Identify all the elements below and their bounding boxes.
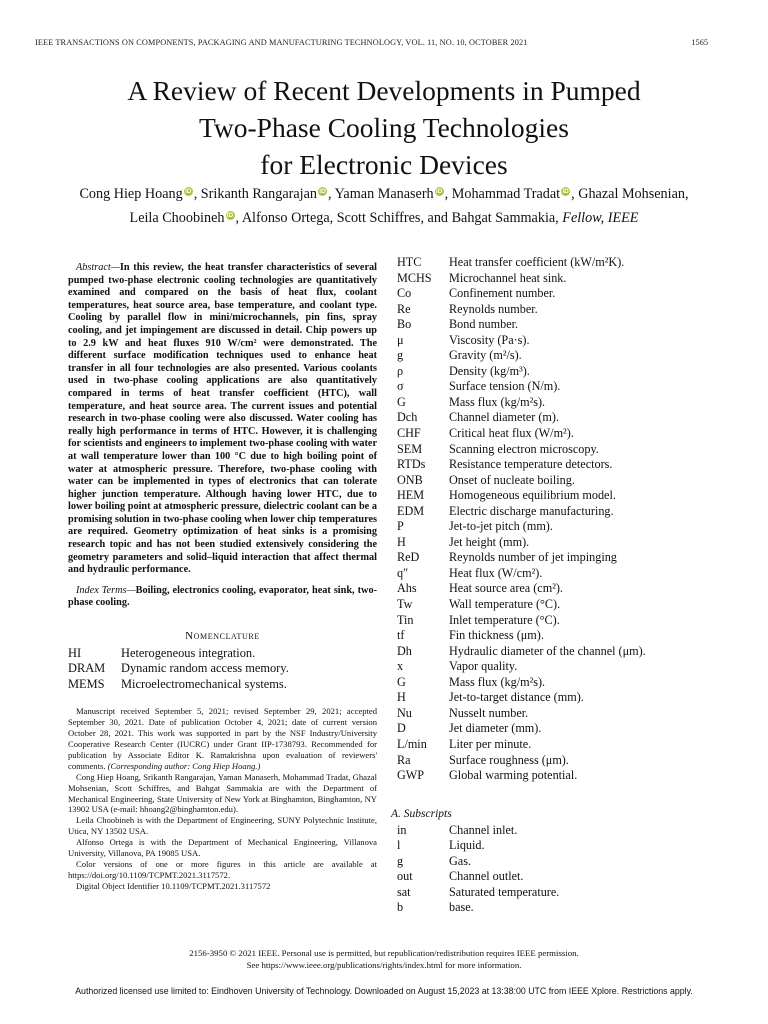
nomenclature-row — [397, 255, 717, 271]
author-separator: , — [444, 186, 452, 202]
right-nomenclature-list — [397, 255, 717, 784]
nomenclature-symbol: σ — [397, 379, 404, 394]
nomenclature-definition: Vapor quality. — [449, 659, 518, 674]
nomenclature-row — [397, 613, 717, 629]
nomenclature-row — [397, 519, 717, 535]
nomenclature-row — [397, 504, 717, 520]
nomenclature-row — [397, 317, 717, 333]
left-nomenclature-list — [68, 646, 377, 692]
nomenclature-definition: Liquid. — [449, 838, 485, 853]
nomenclature-definition: Jet-to-target distance (mm). — [449, 690, 584, 705]
nomenclature-definition: Channel inlet. — [449, 822, 518, 837]
nomenclature-row — [397, 302, 717, 318]
nomenclature-symbol: MEMS — [68, 676, 105, 691]
author-separator: , — [193, 186, 201, 202]
footnote-manuscript — [68, 706, 377, 771]
nomenclature-row — [397, 768, 717, 784]
nomenclature-definition: Channel outlet. — [449, 869, 524, 884]
nomenclature-row — [397, 628, 717, 644]
nomenclature-definition: Scanning electron microscopy. — [449, 441, 599, 456]
abstract — [68, 262, 377, 577]
nomenclature-definition: Mass flux (kg/m²s). — [449, 394, 546, 409]
nomenclature-symbol: SEM — [397, 441, 423, 456]
license-footer: Authorized licensed use limited to: Eindhoven University of Technology. Downloaded on August 15,2023 at 13:38:00 UTC from IEEE Xplore. Restrictions apply. — [75, 986, 693, 996]
nomenclature-symbol: ReD — [397, 550, 420, 565]
orcid-icon[interactable]: iD — [226, 212, 234, 219]
nomenclature-definition: Reynolds number of jet impinging — [449, 550, 617, 565]
author-line-1 — [40, 182, 728, 206]
right-column — [391, 255, 717, 916]
nomenclature-definition: Gas. — [449, 853, 472, 868]
abstract-lead: Abstract— — [76, 262, 120, 273]
author-name: Leila Choobineh — [129, 210, 225, 226]
nomenclature-row — [397, 869, 717, 885]
nomenclature-symbol: Dh — [397, 643, 412, 658]
nomenclature-symbol: tf — [397, 628, 405, 643]
nomenclature-definition: Onset of nucleate boiling. — [449, 472, 575, 487]
nomenclature-symbol: Ra — [397, 752, 411, 767]
author-line-2 — [40, 206, 728, 230]
nomenclature-row — [397, 675, 717, 691]
nomenclature-symbol: b — [397, 900, 404, 915]
nomenclature-symbol: DRAM — [68, 661, 106, 676]
nomenclature-definition: Confinement number. — [449, 286, 556, 301]
nomenclature-row — [397, 457, 717, 473]
nomenclature-symbol: sat — [397, 884, 411, 899]
nomenclature-definition: Reynolds number. — [449, 301, 538, 316]
nomenclature-definition: Density (kg/m³). — [449, 363, 530, 378]
nomenclature-symbol: Tw — [397, 597, 413, 612]
nomenclature-symbol: G — [397, 394, 406, 409]
nomenclature-symbol: Nu — [397, 705, 412, 720]
nomenclature-row — [397, 690, 717, 706]
index-terms-lead: Index Terms— — [76, 584, 136, 596]
nomenclature-symbol: Re — [397, 301, 411, 316]
nomenclature-row — [397, 581, 717, 597]
subscripts-heading: A. Subscripts — [391, 807, 452, 820]
index-terms — [68, 585, 377, 610]
nomenclature-heading: Nomenclature — [185, 630, 260, 643]
nomenclature-definition: Heat source area (cm²). — [449, 581, 563, 596]
nomenclature-row — [397, 706, 717, 722]
nomenclature-definition: Heat flux (W/cm²). — [449, 565, 543, 580]
nomenclature-definition: Heat transfer coefficient (kW/m²K). — [449, 255, 625, 269]
nomenclature-row — [397, 900, 717, 916]
nomenclature-row — [68, 646, 377, 661]
title-line: Two-Phase Cooling Technologies — [199, 112, 569, 143]
nomenclature-definition: Resistance temperature detectors. — [449, 457, 613, 472]
nomenclature-symbol: H — [397, 690, 406, 705]
nomenclature-symbol: Dch — [397, 410, 418, 425]
nomenclature-symbol: HTC — [397, 255, 422, 269]
nomenclature-definition: Mass flux (kg/m²s). — [449, 674, 546, 689]
nomenclature-row — [397, 737, 717, 753]
footnote-affiliation: Cong Hiep Hoang, Srikanth Rangarajan, Yaman Manaserh, Mohammad Tradat, Ghazal Mohsenian, Scott Schiffres, and Bahgat Sammakia are with the Department of Mechanical Engineering, State University of New York at Binghamton, Binghamton, NY 13902 USA (e-mail: hhoang2@binghamton.edu). — [68, 771, 377, 815]
nomenclature-definition: Inlet temperature (°C). — [449, 612, 560, 627]
fellow-title: Fellow, IEEE — [562, 210, 639, 226]
nomenclature-definition: Surface roughness (μm). — [449, 752, 569, 767]
footnote-affiliation: Alfonso Ortega is with the Department of Mechanical Engineering, Villanova University, Villanova, PA 19085 USA. — [68, 837, 377, 859]
nomenclature-row — [397, 854, 717, 870]
nomenclature-row — [397, 753, 717, 769]
orcid-icon[interactable]: iD — [319, 188, 326, 195]
nomenclature-symbol: MCHS — [397, 270, 432, 285]
nomenclature-row — [397, 885, 717, 901]
nomenclature-symbol: EDM — [397, 503, 425, 518]
nomenclature-definition: Fin thickness (μm). — [449, 628, 544, 643]
nomenclature-definition: Liter per minute. — [449, 736, 532, 751]
nomenclature-symbol: RTDs — [397, 457, 426, 472]
nomenclature-symbol: q″ — [397, 565, 409, 580]
nomenclature-definition: Jet diameter (mm). — [449, 721, 542, 736]
nomenclature-symbol: g — [397, 853, 404, 868]
nomenclature-definition: Jet height (mm). — [449, 534, 530, 549]
nomenclature-definition: Homogeneous equilibrium model. — [449, 488, 616, 503]
nomenclature-row — [397, 838, 717, 854]
nomenclature-row — [397, 410, 717, 426]
index-terms-text: Boiling, electronics cooling, evaporator, heat sink, two-phase cooling. — [68, 584, 377, 609]
nomenclature-row — [68, 661, 377, 676]
nomenclature-row — [68, 677, 377, 692]
nomenclature-row — [397, 333, 717, 349]
nomenclature-row — [397, 348, 717, 364]
nomenclature-definition: Surface tension (N/m). — [449, 379, 561, 394]
manuscript-text: Manuscript received September 5, 2021; revised September 29, 2021; accepted September 30, 2021. Date of publication October 4, 2021; date of current version October 28, 2021. This work was supported in part by the NSF Industry/University Cooperative Research Center (IUCRC) under Grant IIP-1738793. Recommended for publication by Associate Editor K. Ramakrishna upon evaluation of reviewers' comments. — [68, 706, 377, 771]
nomenclature-symbol: L/min — [397, 736, 427, 751]
nomenclature-definition: Global warming potential. — [449, 768, 578, 783]
left-column — [68, 262, 377, 892]
author-name: Ghazal Mohsenian, — [578, 186, 689, 202]
nomenclature-definition: Channel diameter (m). — [449, 410, 559, 425]
nomenclature-definition: Microchannel heat sink. — [449, 270, 567, 285]
nomenclature-row — [397, 488, 717, 504]
nomenclature-definition: Wall temperature (°C). — [449, 597, 561, 612]
nomenclature-definition: Critical heat flux (W/m²). — [449, 426, 574, 441]
copyright-line: 2156-3950 © 2021 IEEE. Personal use is permitted, but republication/redistribution requires IEEE permission. — [189, 948, 579, 958]
nomenclature-row — [397, 271, 717, 287]
copyright-notice — [40, 948, 728, 971]
nomenclature-row — [397, 644, 717, 660]
footnote-affiliation: Leila Choobineh is with the Department of Engineering, SUNY Polytechnic Institute, Utica, NY 13502 USA. — [68, 815, 377, 837]
nomenclature-symbol: ρ — [397, 363, 404, 378]
nomenclature-symbol: CHF — [397, 426, 421, 441]
footnote-doi: Digital Object Identifier 10.1109/TCPMT.2021.3117572 — [76, 880, 271, 891]
nomenclature-definition: base. — [449, 900, 474, 915]
nomenclature-row — [397, 721, 717, 737]
footnote-color-versions: Color versions of one or more figures in this article are available at https://doi.org/10.1109/TCPMT.2021.3117572. — [68, 858, 377, 880]
nomenclature-row — [397, 442, 717, 458]
footnotes — [68, 706, 377, 891]
nomenclature-definition: Jet-to-jet pitch (mm). — [449, 519, 553, 534]
nomenclature-definition: Viscosity (Pa·s). — [449, 332, 530, 347]
nomenclature-definition: Microelectromechanical systems. — [121, 676, 287, 691]
nomenclature-symbol: G — [397, 674, 406, 689]
nomenclature-row — [397, 566, 717, 582]
nomenclature-definition: Saturated temperature. — [449, 884, 560, 899]
nomenclature-symbol: g — [397, 348, 404, 363]
nomenclature-definition: Heterogeneous integration. — [121, 646, 256, 661]
nomenclature-definition: Hydraulic diameter of the channel (μm). — [449, 643, 646, 658]
author-separator: , — [328, 186, 335, 202]
page-number: 1565 — [691, 38, 708, 47]
nomenclature-symbol: in — [397, 822, 407, 837]
nomenclature-symbol: out — [397, 869, 413, 884]
article-title — [40, 72, 728, 183]
nomenclature-row — [397, 473, 717, 489]
nomenclature-row — [397, 364, 717, 380]
orcid-icon[interactable]: iD — [435, 188, 443, 195]
nomenclature-symbol: μ — [397, 332, 404, 347]
nomenclature-row — [397, 659, 717, 675]
nomenclature-symbol: HEM — [397, 488, 425, 503]
author-name: Srikanth Rangarajan — [200, 186, 318, 202]
nomenclature-definition: Dynamic random access memory. — [121, 661, 289, 676]
abstract-text: In this review, the heat transfer characteristics of several pumped two-phase electronic cooling technologies are quantitatively examined and compared on the basis of heat flux, coolant temperatures, heat source area, base temperature, and coolant type. Cooling by parallel flow in mini/microchannels, pin fins, spray cooling, and jet impingement are discussed in detail. Chip powers up to 2.9 kW and heat fluxes 910 W/cm² were demonstrated. The different surface modification techniques used to enhance heat transfer in all four technologies are also presented. Various coolants used in two-phase cooling applications are also quantitatively compared in terms of heat transfer coefficient (HTC), wall temperature, and heat source area. The current issues and potential research in two-phase cooling were also discussed. Water cooling has really high performance in terms of HTC. However, it is challenging for scientists and engineers to implement two-phase cooling with water at wall temperature lower than 100 °C due to high boiling point of water at atmospheric pressure. Therefore, two-phase cooling with water can be implemented in types of electronics that can tolerate higher junction temperature. Although having lower HTC, due to lower boiling point at atmospheric pressure, dielectric coolant can be a promising solution in two-phase cooling when lower chip temperatures are required. Geometry optimization of heat sinks is a promising research topic and has not been studied extensively considering the geometry parameters and solid–liquid interaction that affect thermal and hydraulic performance. — [68, 262, 377, 576]
subscripts-list — [397, 823, 717, 916]
nomenclature-symbol: D — [397, 721, 406, 736]
nomenclature-definition: Nusselt number. — [449, 705, 529, 720]
title-line: for Electronic Devices — [260, 149, 508, 180]
nomenclature-row — [397, 823, 717, 839]
nomenclature-row — [397, 379, 717, 395]
nomenclature-symbol: H — [397, 534, 406, 549]
nomenclature-symbol: Ahs — [397, 581, 417, 596]
nomenclature-definition: Bond number. — [449, 317, 519, 332]
nomenclature-symbol: Co — [397, 286, 412, 301]
author-name: Mohammad Tradat — [451, 186, 561, 202]
nomenclature-row — [397, 286, 717, 302]
orcid-icon[interactable]: iD — [184, 188, 192, 195]
orcid-icon[interactable]: iD — [562, 188, 569, 195]
nomenclature-symbol: x — [397, 659, 404, 674]
author-separator: , — [571, 186, 579, 202]
nomenclature-symbol: HI — [68, 646, 82, 661]
nomenclature-row — [397, 550, 717, 566]
copyright-line: See https://www.ieee.org/publications/rights/index.html for more information. — [246, 959, 522, 970]
corresponding-author: (Corresponding author: Cong Hiep Hoang.) — [107, 760, 261, 771]
nomenclature-definition: Gravity (m²/s). — [449, 348, 522, 363]
nomenclature-row — [397, 597, 717, 613]
nomenclature-definition: Electric discharge manufacturing. — [449, 503, 614, 518]
nomenclature-symbol: l — [397, 838, 401, 853]
author-name: Yaman Manaserh — [334, 186, 434, 202]
title-line: A Review of Recent Developments in Pumped — [127, 75, 641, 106]
nomenclature-row — [397, 535, 717, 551]
author-name: Cong Hiep Hoang — [79, 186, 183, 202]
nomenclature-symbol: Bo — [397, 317, 412, 332]
nomenclature-symbol: GWP — [397, 768, 425, 783]
nomenclature-row — [397, 395, 717, 411]
nomenclature-symbol: Tin — [397, 612, 414, 627]
author-separator: , — [235, 210, 242, 226]
nomenclature-symbol: ONB — [397, 472, 423, 487]
nomenclature-row — [397, 426, 717, 442]
author-name: Alfonso Ortega, Scott Schiffres, and Bahgat Sammakia, — [241, 210, 563, 226]
author-list — [40, 182, 728, 230]
nomenclature-symbol: P — [397, 519, 404, 534]
running-head: IEEE TRANSACTIONS ON COMPONENTS, PACKAGING AND MANUFACTURING TECHNOLOGY, VOL. 11, NO. 10, OCTOBER 2021 — [35, 38, 528, 47]
